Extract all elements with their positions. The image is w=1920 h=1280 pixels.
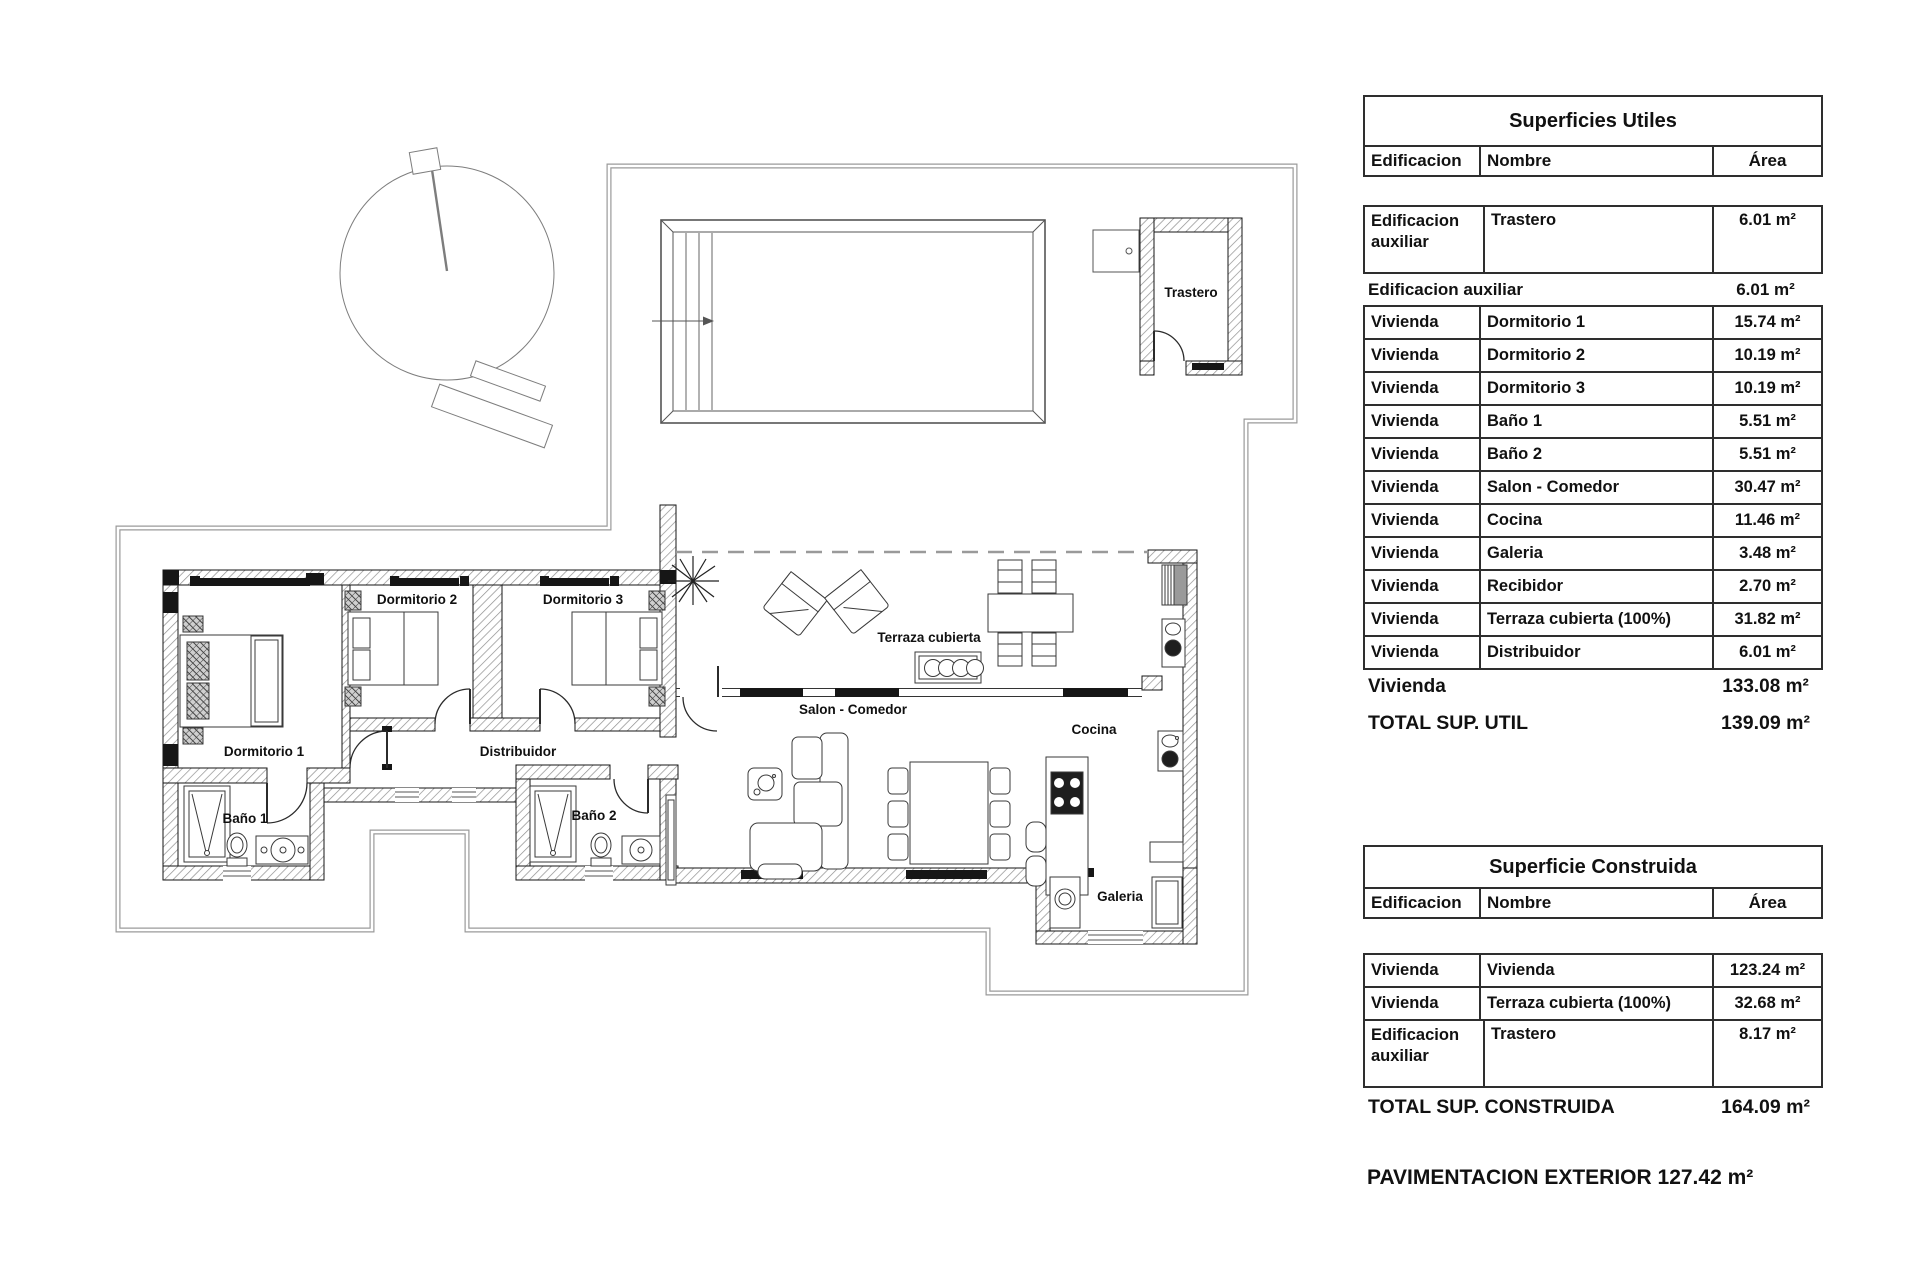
cell-area: 2.70 m² bbox=[1712, 571, 1821, 602]
label-dormitorio3: Dormitorio 3 bbox=[542, 592, 624, 607]
cell-edificacion: Vivienda bbox=[1371, 544, 1439, 562]
label-dormitorio2: Dormitorio 2 bbox=[376, 592, 458, 607]
table-row bbox=[1363, 338, 1823, 373]
cell-nombre: Terraza cubierta (100%) bbox=[1479, 604, 1712, 635]
storage-threshold bbox=[1192, 363, 1224, 370]
cell-edificacion: Vivienda bbox=[1371, 610, 1439, 628]
bath2-door bbox=[614, 779, 648, 813]
north-arrow-icon bbox=[340, 148, 554, 380]
table-superficies-utiles bbox=[1363, 95, 1823, 742]
cell-nombre: Baño 2 bbox=[1479, 439, 1712, 470]
table-row bbox=[1363, 569, 1823, 604]
cell-nombre: Dormitorio 2 bbox=[1479, 340, 1712, 371]
cell-nombre: Dormitorio 1 bbox=[1479, 307, 1712, 338]
cell-nombre: Distribuidor bbox=[1479, 637, 1712, 668]
cell-area: 10.19 m² bbox=[1712, 373, 1821, 404]
cell-edificacion: Vivienda bbox=[1371, 313, 1439, 331]
utiles-vivienda-total bbox=[1363, 670, 1823, 704]
cell-area: 32.68 m² bbox=[1712, 988, 1821, 1019]
cell-edificacion: Vivienda bbox=[1371, 346, 1439, 364]
cell-nombre: Trastero bbox=[1483, 1021, 1712, 1086]
cell-area: 6.01 m² bbox=[1712, 207, 1821, 272]
total-value: 164.09 m² bbox=[1721, 1095, 1810, 1118]
utiles-rows bbox=[1363, 305, 1823, 670]
cell-nombre: Baño 1 bbox=[1479, 406, 1712, 437]
storage-door bbox=[1154, 331, 1184, 361]
table-row bbox=[1363, 503, 1823, 538]
subtotal-label: Edificacion auxiliar bbox=[1368, 279, 1523, 299]
bed-dorm2 bbox=[345, 591, 438, 706]
fan-symbol bbox=[748, 768, 782, 800]
table-row bbox=[1363, 371, 1823, 406]
kitchen-island bbox=[1026, 757, 1088, 895]
cell-edificacion: Vivienda bbox=[1371, 511, 1439, 529]
cell-edificacion: Vivienda bbox=[1371, 478, 1439, 496]
label-distribuidor: Distribuidor bbox=[479, 744, 557, 759]
cell-area: 5.51 m² bbox=[1712, 406, 1821, 437]
cell-area: 5.51 m² bbox=[1712, 439, 1821, 470]
construida-aux-row bbox=[1363, 1019, 1823, 1088]
kitchen-sink bbox=[1150, 731, 1183, 862]
cell-nombre: Terraza cubierta (100%) bbox=[1479, 988, 1712, 1019]
terrace-lines bbox=[676, 552, 1148, 700]
bed-dorm3 bbox=[572, 591, 665, 706]
label-galeria: Galeria bbox=[1097, 889, 1143, 904]
label-bano2: Baño 2 bbox=[571, 808, 617, 823]
utiles-col-area: Área bbox=[1712, 147, 1821, 175]
utiles-header-box bbox=[1363, 95, 1823, 177]
cell-edificacion: Edificacion auxiliar bbox=[1371, 212, 1460, 251]
construida-grand-total bbox=[1363, 1088, 1823, 1126]
label-dormitorio1: Dormitorio 1 bbox=[223, 744, 305, 759]
utiles-aux-row bbox=[1363, 205, 1823, 274]
construida-rows bbox=[1363, 953, 1823, 1021]
cell-area: 15.74 m² bbox=[1712, 307, 1821, 338]
subtotal-value: 133.08 m² bbox=[1722, 676, 1809, 697]
cell-edificacion: Edificacion auxiliar bbox=[1371, 1026, 1460, 1065]
table-row bbox=[1363, 602, 1823, 637]
cell-area: 11.46 m² bbox=[1712, 505, 1821, 536]
pool bbox=[652, 220, 1045, 423]
tv-unit bbox=[666, 795, 676, 885]
table-row bbox=[1363, 437, 1823, 472]
dorm1-door bbox=[350, 731, 387, 768]
cell-edificacion: Vivienda bbox=[1371, 577, 1439, 595]
cell-edificacion: Vivienda bbox=[1371, 412, 1439, 430]
utiles-col-nombre: Nombre bbox=[1479, 147, 1712, 175]
cell-edificacion: Vivienda bbox=[1371, 445, 1439, 463]
subtotal-value: 6.01 m² bbox=[1736, 279, 1795, 299]
cell-nombre: Salon - Comedor bbox=[1479, 472, 1712, 503]
cell-nombre: Cocina bbox=[1479, 505, 1712, 536]
utiles-col-edificacion: Edificacion bbox=[1371, 151, 1462, 170]
cell-area: 10.19 m² bbox=[1712, 340, 1821, 371]
lounge-chairs bbox=[763, 570, 890, 637]
table-row bbox=[1363, 470, 1823, 505]
cell-nombre: Dormitorio 3 bbox=[1479, 373, 1712, 404]
cell-edificacion: Vivienda bbox=[1371, 961, 1439, 979]
construida-header-box bbox=[1363, 845, 1823, 919]
table-row bbox=[1363, 986, 1823, 1021]
dining-table bbox=[888, 762, 1010, 864]
utiles-aux-total bbox=[1363, 274, 1823, 305]
table-superficie-construida bbox=[1363, 845, 1823, 1126]
cell-edificacion: Vivienda bbox=[1371, 994, 1439, 1012]
label-bano1: Baño 1 bbox=[222, 811, 268, 826]
bed-dorm1 bbox=[180, 616, 283, 744]
bath2-fixtures bbox=[530, 786, 660, 866]
sofa bbox=[750, 733, 848, 879]
cell-area: 123.24 m² bbox=[1712, 955, 1821, 986]
cell-area: 6.01 m² bbox=[1712, 637, 1821, 668]
construida-col-area: Área bbox=[1712, 889, 1821, 917]
cell-nombre: Galeria bbox=[1479, 538, 1712, 569]
table-row bbox=[1363, 536, 1823, 571]
cell-area: 31.82 m² bbox=[1712, 604, 1821, 635]
label-trastero: Trastero bbox=[1164, 285, 1218, 300]
table-row bbox=[1363, 404, 1823, 439]
bath1-fixtures bbox=[184, 786, 308, 866]
terrace-table bbox=[988, 560, 1073, 666]
cell-area: 30.47 m² bbox=[1712, 472, 1821, 503]
dorm3-door bbox=[540, 689, 575, 724]
construida-col-nombre: Nombre bbox=[1479, 889, 1712, 917]
scale-bar-icon bbox=[432, 361, 553, 448]
table-row bbox=[1363, 305, 1823, 340]
cell-area: 3.48 m² bbox=[1712, 538, 1821, 569]
utiles-title: Superficies Utiles bbox=[1365, 97, 1821, 147]
pavimentacion-note: PAVIMENTACION EXTERIOR 127.42 m² bbox=[1367, 1166, 1754, 1189]
utiles-grand-total bbox=[1363, 704, 1823, 742]
label-salon: Salon - Comedor bbox=[798, 702, 908, 717]
cell-edificacion: Vivienda bbox=[1371, 379, 1439, 397]
cell-area: 8.17 m² bbox=[1712, 1021, 1821, 1086]
table-row bbox=[1363, 953, 1823, 988]
cell-nombre: Vivienda bbox=[1479, 955, 1712, 986]
construida-title: Superficie Construida bbox=[1365, 847, 1821, 889]
fire-pit bbox=[915, 652, 984, 683]
bath1-door bbox=[267, 783, 307, 823]
cell-nombre: Trastero bbox=[1483, 207, 1712, 272]
total-value: 139.09 m² bbox=[1721, 711, 1810, 734]
dorm2-door bbox=[435, 689, 470, 724]
construida-col-edificacion: Edificacion bbox=[1371, 893, 1462, 912]
label-terraza: Terraza cubierta bbox=[877, 630, 981, 645]
cell-nombre: Recibidor bbox=[1479, 571, 1712, 602]
label-cocina: Cocina bbox=[1071, 722, 1117, 737]
total-label: TOTAL SUP. CONSTRUIDA bbox=[1368, 1095, 1615, 1118]
subtotal-label: Vivienda bbox=[1368, 676, 1446, 697]
cell-edificacion: Vivienda bbox=[1371, 643, 1439, 661]
total-label: TOTAL SUP. UTIL bbox=[1368, 711, 1528, 734]
table-row bbox=[1363, 635, 1823, 670]
